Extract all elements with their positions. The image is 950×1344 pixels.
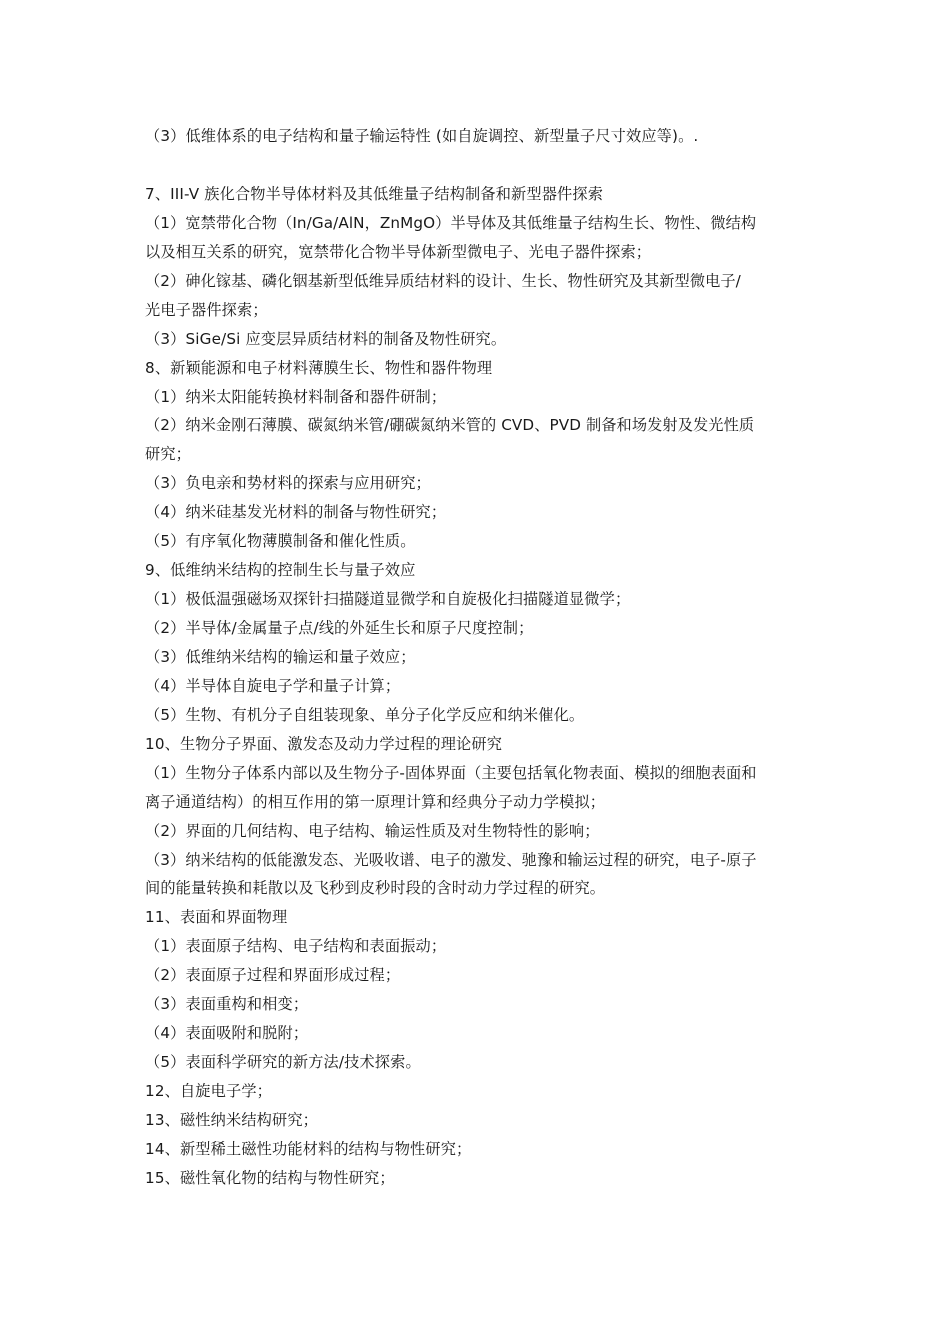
section-10 [145,730,815,904]
list-item: （1）表面原子结构、电子结构和表面振动； [145,937,447,956]
list-item-continuation: 间的能量转换和耗散以及飞秒到皮秒时段的含时动力学过程的研究。 [145,879,606,898]
list-item-continuation: 离子通道结构）的相互作用的第一原理计算和经典分子动力学模拟； [145,792,606,811]
list-item: （5）有序氧化物薄膜制备和催化性质。 [145,532,416,551]
list-item-continuation: 以及相互关系的研究，宽禁带化合物半导体新型微电子、光电子器件探索； [145,242,652,261]
section-heading: 10、生物分子界面、激发态及动力学过程的理论研究 [145,734,503,753]
list-item: （2）砷化镓基、磷化铟基新型低维异质结材料的设计、生长、物性研究及其新型微电子/ [145,271,741,290]
section-heading: 7、III-V 族化合物半导体材料及其低维量子结构制备和新型器件探索 [145,184,604,203]
section-heading: 9、低维纳米结构的控制生长与量子效应 [145,561,416,580]
list-item: （3）低维纳米结构的输运和量子效应； [145,647,416,666]
list-item: （5）生物、有机分子自组装现象、单分子化学反应和纳米催化。 [145,705,585,724]
list-item: （2）半导体/金属量子点/线的外延生长和原子尺度控制； [145,619,534,637]
list-item: （3）纳米结构的低能激发态、光吸收谱、电子的激发、驰豫和输运过程的研究，电子-原子 [145,850,757,869]
list-item: （2）纳米金刚石薄膜、碳氮纳米管/硼碳氮纳米管的 CVD、PVD 制备和场发射及发光性质 [145,416,755,435]
list-item: （2）表面原子过程和界面形成过程； [145,966,401,985]
list-item: （4）纳米硅基发光材料的制备与物性研究； [145,503,447,522]
list-item: （1）宽禁带化合物（In/Ga/AlN，ZnMgO）半导体及其低维量子结构生长、物性、微结构 [145,213,757,232]
list-item: （2）界面的几何结构、电子结构、输运性质及对生物特性的影响； [145,821,600,840]
section-heading: 11、表面和界面物理 [145,908,288,927]
section-12-15 [145,1077,815,1193]
list-item: （4）半导体自旋电子学和量子计算； [145,676,401,695]
section-11 [145,903,815,1077]
list-item: （5）表面科学研究的新方法/技术探索。 [145,1053,421,1072]
list-item: （3）SiGe/Si 应变层异质结材料的制备及物性研究。 [145,329,507,348]
list-item-continuation: 研究； [145,445,192,464]
list-item-continuation: 光电子器件探索； [145,300,268,319]
section-heading: 13、磁性纳米结构研究； [145,1110,319,1129]
section-9 [145,556,815,730]
section-heading: 15、磁性氧化物的结构与物性研究； [145,1168,395,1187]
list-item: （4）表面吸附和脱附； [145,1024,309,1043]
list-item: （1）纳米太阳能转换材料制备和器件研制； [145,387,447,406]
list-item: （1）极低温强磁场双探针扫描隧道显微学和自旋极化扫描隧道显微学； [145,590,631,609]
section-heading: 14、新型稀土磁性功能材料的结构与物性研究； [145,1139,472,1158]
list-item: （3）负电亲和势材料的探索与应用研究； [145,474,431,493]
section-7 [145,180,815,354]
section-heading: 12、自旋电子学； [145,1082,272,1100]
document-body [145,122,815,1193]
blank-line [145,151,815,180]
intro-line: （3）低维体系的电子结构和量子输运特性 (如自旋调控、新型量子尺寸效应等)。. [145,127,699,145]
list-item: （1）生物分子体系内部以及生物分子-固体界面（主要包括氧化物表面、模拟的细胞表面和 [145,763,757,782]
section-8 [145,354,815,557]
section-heading: 8、新颖能源和电子材料薄膜生长、物性和器件物理 [145,358,493,377]
list-item: （3）表面重构和相变； [145,995,309,1014]
